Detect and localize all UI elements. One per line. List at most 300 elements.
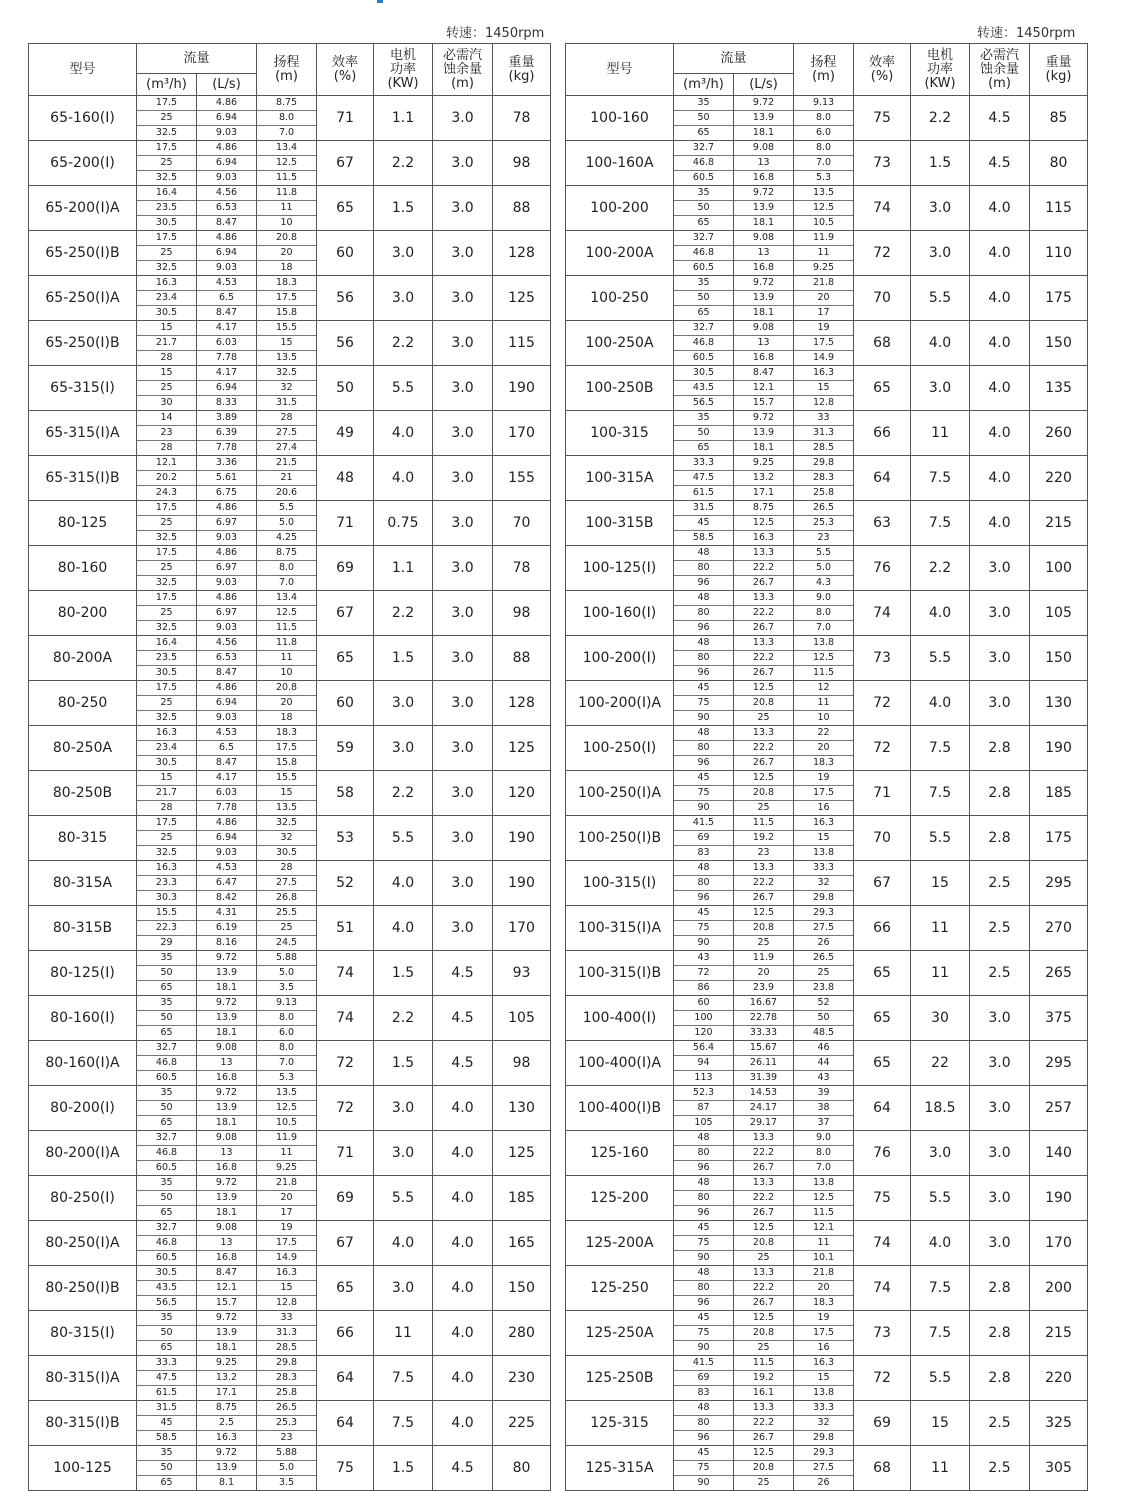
model-cell: 80-315(I) [29,1311,137,1356]
motor-power-cell: 3.0 [911,186,970,231]
flow-ls-cell-value: 9.03 [215,712,238,723]
npsh-cell: 3.0 [970,1176,1030,1221]
flow-m3h-cell [137,96,197,141]
flow-ls-cell-value: 8.47 [215,757,238,768]
head-cell-value: 20 [257,246,316,261]
table-row [29,996,551,1041]
head-cell [257,231,317,276]
flow-ls-cell-value: 7.78 [215,352,238,363]
motor-power-cell: 2.2 [374,996,433,1041]
npsh-cell: 3.0 [433,276,493,321]
flow-m3h-cell-value: 96 [697,892,710,903]
flow-m3h-cell-value: 48 [674,1401,733,1416]
head-cell-value: 28.5 [275,1342,298,1353]
npsh-cell: 3.0 [970,1086,1030,1131]
flow-m3h-cell-value: 46.8 [674,156,733,171]
flow-m3h-cell-value: 50 [137,1326,196,1341]
motor-power-cell: 11 [911,411,970,456]
head-cell-value: 23 [280,1432,293,1443]
head-cell-value: 30.5 [275,847,298,858]
motor-power-cell: 30 [911,996,970,1041]
model-cell: 125-250B [566,1356,674,1401]
flow-ls-cell-value: 22.78 [734,1011,793,1026]
flow-m3h-cell [137,1356,197,1401]
head-cell [794,1221,854,1266]
motor-power-cell: 3.0 [374,1131,433,1176]
table-row [29,546,551,591]
head-cell-value: 12.5 [794,201,853,216]
head-cell-value: 26 [817,937,830,948]
flow-m3h-cell-value: 32.7 [137,1131,196,1146]
flow-m3h-cell-value: 43.5 [674,381,733,396]
weight-cell: 98 [493,1041,551,1086]
npsh-cell: 2.5 [970,1401,1030,1446]
flow-m3h-cell-value: 48 [674,546,733,561]
head-cell-value: 10 [817,712,830,723]
model-cell: 80-200A [29,636,137,681]
flow-m3h-cell-value: 15.5 [137,906,196,921]
model-cell: 80-315A [29,861,137,906]
npsh-cell: 3.0 [433,96,493,141]
efficiency-cell: 74 [854,1221,911,1266]
flow-ls-cell [734,1446,794,1491]
table-row [29,906,551,951]
flow-ls-cell [197,231,257,276]
npsh-cell: 4.0 [970,276,1030,321]
table-row [29,1176,551,1221]
head-cell-value: 15.8 [275,757,298,768]
table-row [566,906,1088,951]
npsh-cell: 3.0 [433,726,493,771]
model-cell: 65-250(I)B [29,231,137,276]
head-cell-value: 33.3 [794,1401,853,1416]
flow-ls-cell-value: 9.72 [197,1446,256,1461]
head-cell-value: 19 [794,1311,853,1326]
flow-m3h-cell-value: 31.5 [137,1401,196,1416]
head-cell-value: 8.0 [257,1011,316,1026]
head-cell-value: 17.5 [794,786,853,801]
flow-ls-cell-value: 9.08 [197,1221,256,1236]
flow-m3h-cell-value: 80 [674,606,733,621]
head-cell [794,501,854,546]
flow-m3h-cell-value: 96 [697,1297,710,1308]
model-cell: 125-315 [566,1401,674,1446]
head-cell-value: 16.3 [794,1356,853,1371]
head-cell-value: 19 [794,771,853,786]
flow-m3h-cell-value: 45 [674,516,733,531]
head-cell [794,816,854,861]
header-head: 扬程 (m) [794,44,854,96]
flow-m3h-cell [137,501,197,546]
flow-m3h-cell-value: 17.5 [137,141,196,156]
head-cell-value: 5.88 [257,1446,316,1461]
flow-ls-cell-value: 18.1 [215,1342,238,1353]
head-cell-value: 11 [794,696,853,711]
flow-ls-cell-value: 8.75 [197,1401,256,1416]
head-cell-value: 20 [257,696,316,711]
flow-m3h-cell-value: 90 [697,1477,710,1488]
flow-ls-cell-value: 6.5 [197,291,256,306]
weight-cell: 88 [493,636,551,681]
motor-power-cell: 5.5 [911,816,970,861]
flow-ls-cell-value: 25 [757,1342,770,1353]
table-row [29,861,551,906]
flow-ls-cell-value: 8.47 [734,366,793,381]
motor-power-cell: 15 [911,861,970,906]
head-cell-value: 8.0 [257,1041,316,1056]
flow-m3h-cell [674,1356,734,1401]
flow-m3h-cell-value: 17.5 [137,546,196,561]
flow-ls-cell-value: 9.72 [734,186,793,201]
efficiency-cell: 53 [317,816,374,861]
flow-ls-cell-value: 16.8 [215,1252,238,1263]
flow-ls-cell-value: 16.8 [215,1072,238,1083]
motor-power-cell: 4.0 [374,1221,433,1266]
flow-m3h-cell-value: 48 [674,1131,733,1146]
header-head: 扬程 (m) [257,44,317,96]
efficiency-cell: 66 [854,411,911,456]
flow-m3h-cell-value: 50 [137,1461,196,1476]
efficiency-cell: 76 [854,1131,911,1176]
flow-ls-cell-value: 6.97 [197,561,256,576]
motor-power-cell: 7.5 [374,1356,433,1401]
header-model: 型号 [29,44,137,96]
flow-ls-cell-value: 15.67 [734,1041,793,1056]
motor-power-cell: 0.75 [374,501,433,546]
head-cell-value: 28.5 [812,442,835,453]
flow-ls-cell-value: 16.8 [752,172,775,183]
flow-ls-cell [734,546,794,591]
head-cell-value: 25.5 [257,906,316,921]
flow-ls-cell-value: 8.16 [215,937,238,948]
flow-ls-cell-value: 19.2 [734,1371,793,1386]
flow-ls-cell-value: 18.1 [752,127,775,138]
model-cell: 80-125 [29,501,137,546]
head-cell-value: 21.5 [257,456,316,471]
efficiency-cell: 72 [317,1086,374,1131]
flow-ls-cell-value: 25 [757,802,770,813]
flow-ls-cell-value: 9.08 [734,231,793,246]
efficiency-cell: 75 [854,96,911,141]
table-row [29,1266,551,1311]
weight-cell: 128 [493,231,551,276]
head-cell-value: 11.9 [794,231,853,246]
flow-m3h-cell-value: 96 [697,667,710,678]
table-row [566,1041,1088,1086]
flow-ls-cell-value: 20.8 [734,1461,793,1476]
head-cell [257,1086,317,1131]
model-cell: 65-250(I)A [29,276,137,321]
efficiency-cell: 65 [317,1266,374,1311]
flow-ls-cell-value: 17.1 [215,1387,238,1398]
head-cell-value: 8.0 [794,606,853,621]
npsh-cell: 3.0 [433,456,493,501]
head-cell-value: 11 [257,651,316,666]
flow-ls-cell [197,96,257,141]
table-row [566,1401,1088,1446]
weight-cell: 150 [493,1266,551,1311]
flow-ls-cell-value: 20 [734,966,793,981]
flow-m3h-cell [674,276,734,321]
npsh-cell: 4.5 [970,141,1030,186]
model-cell: 80-250(I) [29,1176,137,1221]
weight-cell: 100 [1030,546,1088,591]
model-cell: 100-250B [566,366,674,411]
flow-ls-cell-value: 25 [757,712,770,723]
head-cell-value: 25.3 [257,1416,316,1431]
npsh-cell: 3.0 [433,186,493,231]
flow-ls-cell-value: 9.03 [215,172,238,183]
table-row [29,681,551,726]
motor-power-cell: 1.5 [374,1446,433,1491]
head-cell-value: 9.0 [794,591,853,606]
table-row [566,1266,1088,1311]
head-cell-value: 12.5 [257,1101,316,1116]
efficiency-cell: 68 [854,321,911,366]
table-row [29,1401,551,1446]
flow-m3h-cell-value: 16.3 [137,861,196,876]
npsh-cell: 4.0 [433,1086,493,1131]
head-cell-value: 8.0 [794,141,853,156]
weight-cell: 220 [1030,1356,1088,1401]
flow-m3h-cell-value: 20.2 [137,471,196,486]
npsh-cell: 2.8 [970,726,1030,771]
model-cell: 100-400(I) [566,996,674,1041]
flow-m3h-cell-value: 45 [674,1446,733,1461]
weight-cell: 230 [493,1356,551,1401]
flow-ls-cell-value: 4.56 [197,636,256,651]
flow-m3h-cell-value: 83 [697,1387,710,1398]
head-cell-value: 18.3 [257,726,316,741]
flow-m3h-cell-value: 25 [137,696,196,711]
head-cell-value: 17.5 [257,741,316,756]
flow-ls-cell-value: 13.2 [197,1371,256,1386]
head-cell-value: 13.5 [794,186,853,201]
flow-ls-cell-value: 7.78 [215,802,238,813]
head-cell-value: 18.3 [812,757,835,768]
header-flow-m3h: (m³/h) [674,74,734,96]
weight-cell: 257 [1030,1086,1088,1131]
flow-ls-cell-value: 6.47 [197,876,256,891]
model-cell: 100-250 [566,276,674,321]
flow-m3h-cell [674,1131,734,1176]
head-cell-value: 33 [257,1311,316,1326]
efficiency-cell: 67 [317,1221,374,1266]
model-cell: 100-315(I)A [566,906,674,951]
efficiency-cell: 69 [854,1401,911,1446]
header-flow: 流量 [137,44,257,74]
flow-m3h-cell-value: 32.5 [155,577,178,588]
flow-ls-cell [197,1266,257,1311]
flow-ls-cell-value: 4.53 [197,861,256,876]
flow-m3h-cell-value: 30.5 [155,757,178,768]
head-cell-value: 33.3 [794,861,853,876]
head-cell-value: 5.5 [257,501,316,516]
flow-ls-cell-value: 4.86 [197,681,256,696]
speed-label-left: 转速：1450rpm [446,26,545,41]
flow-ls-cell-value: 13.9 [197,1191,256,1206]
efficiency-cell: 64 [854,1086,911,1131]
flow-ls-cell [197,186,257,231]
weight-cell: 190 [1030,726,1088,771]
flow-m3h-cell-value: 46.8 [137,1146,196,1161]
flow-ls-cell-value: 6.97 [197,516,256,531]
model-cell: 125-250 [566,1266,674,1311]
head-cell-value: 20.8 [257,681,316,696]
npsh-cell: 3.0 [970,1221,1030,1266]
weight-cell: 110 [1030,231,1088,276]
flow-m3h-cell-value: 46.8 [674,246,733,261]
head-cell-value: 31.3 [794,426,853,441]
head-cell-value: 12.5 [257,606,316,621]
npsh-cell: 3.0 [433,681,493,726]
head-cell-value: 15.8 [275,307,298,318]
flow-ls-cell [197,1311,257,1356]
head-cell [257,771,317,816]
head-cell [257,456,317,501]
flow-m3h-cell-value: 56.4 [674,1041,733,1056]
head-cell-value: 11.5 [275,172,298,183]
flow-m3h-cell [674,951,734,996]
weight-cell: 280 [493,1311,551,1356]
head-cell-value: 31.3 [257,1326,316,1341]
model-cell: 65-315(I) [29,366,137,411]
motor-power-cell: 7.5 [911,456,970,501]
npsh-cell: 3.0 [433,411,493,456]
head-cell-value: 11 [794,246,853,261]
flow-m3h-cell-value: 15 [137,321,196,336]
model-cell: 125-250A [566,1311,674,1356]
flow-ls-cell [734,1041,794,1086]
head-cell-value: 11 [794,1236,853,1251]
weight-cell: 375 [1030,996,1088,1041]
model-cell: 65-250(I)B [29,321,137,366]
flow-ls-cell-value: 18.1 [215,982,238,993]
head-cell [257,1401,317,1446]
flow-m3h-cell-value: 23.4 [137,291,196,306]
flow-ls-cell-value: 13.3 [734,1176,793,1191]
head-cell [794,861,854,906]
flow-ls-cell-value: 16.3 [752,532,775,543]
flow-m3h-cell [674,1176,734,1221]
flow-ls-cell [197,591,257,636]
table-row [566,186,1088,231]
flow-ls-cell-value: 22.2 [734,1281,793,1296]
flow-ls-cell [734,231,794,276]
efficiency-cell: 75 [317,1446,374,1491]
flow-ls-cell-value: 12.5 [734,1446,793,1461]
flow-ls-cell-value: 9.03 [215,622,238,633]
efficiency-cell: 51 [317,906,374,951]
head-cell [794,321,854,366]
motor-power-cell: 1.5 [374,1041,433,1086]
head-cell-value: 18.3 [812,1297,835,1308]
model-cell: 80-315(I)A [29,1356,137,1401]
head-cell-value: 17 [817,307,830,318]
flow-ls-cell-value: 6.94 [197,831,256,846]
flow-m3h-cell-value: 60.5 [692,352,715,363]
head-cell-value: 5.0 [257,1461,316,1476]
flow-m3h-cell-value: 22.3 [137,921,196,936]
flow-ls-cell-value: 22.2 [734,1191,793,1206]
weight-cell: 270 [1030,906,1088,951]
flow-ls-cell-value: 9.25 [734,456,793,471]
header-flow-ls: (L/s) [197,74,257,96]
head-cell-value: 32 [794,1416,853,1431]
model-cell: 65-160(I) [29,96,137,141]
flow-m3h-cell-value: 69 [674,831,733,846]
table-row [566,1131,1088,1176]
flow-ls-cell-value: 13.3 [734,1266,793,1281]
pump-spec-table-left [28,43,551,1491]
flow-ls-cell-value: 9.03 [215,127,238,138]
efficiency-cell: 67 [317,141,374,186]
head-cell-value: 11 [257,201,316,216]
flow-m3h-cell-value: 35 [137,1086,196,1101]
efficiency-cell: 49 [317,411,374,456]
flow-ls-cell [197,1356,257,1401]
head-cell [794,636,854,681]
flow-m3h-cell [137,816,197,861]
head-cell-value: 12.1 [794,1221,853,1236]
head-cell-value: 7.0 [794,156,853,171]
flow-ls-cell-value: 13.2 [734,471,793,486]
table-body [566,96,1088,1491]
flow-m3h-cell [674,456,734,501]
motor-power-cell: 4.0 [374,456,433,501]
head-cell-value: 4.25 [275,532,298,543]
head-cell-value: 15 [257,786,316,801]
flow-ls-cell [197,141,257,186]
head-cell [257,636,317,681]
head-cell-value: 46 [794,1041,853,1056]
table-row [566,861,1088,906]
efficiency-cell: 71 [317,1131,374,1176]
model-cell: 100-200(I) [566,636,674,681]
header-flow: 流量 [674,44,794,74]
weight-cell: 70 [493,501,551,546]
head-cell-value: 12.5 [794,1191,853,1206]
flow-m3h-cell-value: 65 [160,1342,173,1353]
npsh-cell: 4.0 [970,186,1030,231]
flow-ls-cell-value: 12.5 [734,1221,793,1236]
efficiency-cell: 65 [317,186,374,231]
flow-m3h-cell-value: 100 [674,1011,733,1026]
table-row [29,1221,551,1266]
head-cell-value: 15 [794,1371,853,1386]
flow-m3h-cell-value: 50 [137,1101,196,1116]
head-cell-value: 10.5 [275,1117,298,1128]
table-row [29,636,551,681]
flow-ls-cell-value: 4.86 [197,501,256,516]
flow-m3h-cell-value: 28 [160,802,173,813]
flow-m3h-cell-value: 48 [674,726,733,741]
flow-m3h-cell-value: 15 [137,771,196,786]
weight-cell: 200 [1030,1266,1088,1311]
model-cell: 100-160A [566,141,674,186]
motor-power-cell: 11 [911,906,970,951]
head-cell [257,906,317,951]
flow-m3h-cell-value: 32.5 [155,847,178,858]
head-cell-value: 7.0 [278,577,295,588]
flow-ls-cell-value: 16.8 [215,1162,238,1173]
flow-m3h-cell-value: 17.5 [137,591,196,606]
flow-ls-cell-value: 18.1 [215,1207,238,1218]
weight-cell: 165 [493,1221,551,1266]
npsh-cell: 3.0 [433,906,493,951]
model-cell: 100-125 [29,1446,137,1491]
efficiency-cell: 50 [317,366,374,411]
